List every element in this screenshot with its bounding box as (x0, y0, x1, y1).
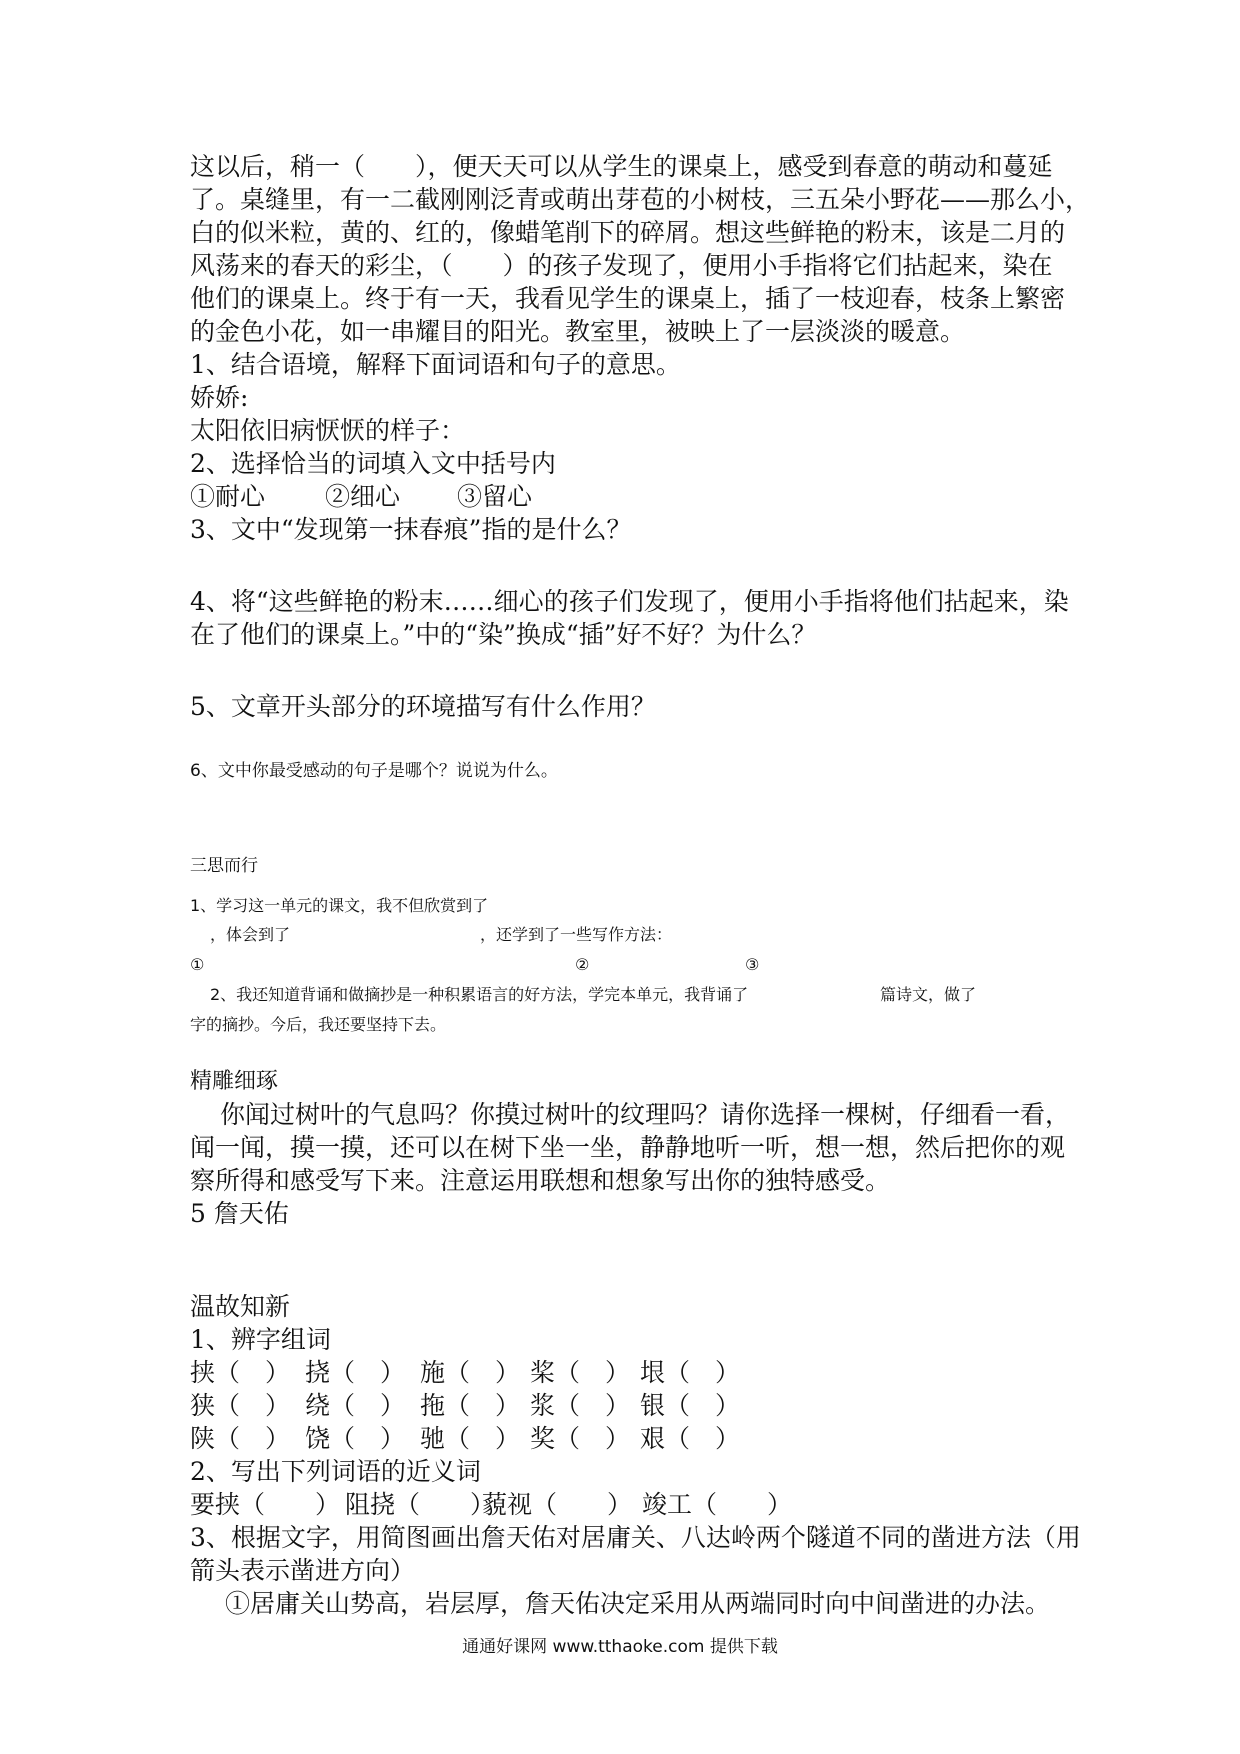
sansi-text: 2、我还知道背诵和做摘抄是一种积累语言的好方法，学完本单元，我背诵了 (210, 985, 749, 1004)
question-4-line: 4、将“这些鲜艳的粉末……细心的孩子们发现了，便用小手指将他们拈起来，染 (190, 587, 1069, 616)
page-footer: 通通好课网 www.tthaoke.com 提供下载 (462, 1637, 778, 1657)
sansi-text: 篇诗文，做了 (880, 985, 977, 1004)
sansi-line: 字的摘抄。今后，我还要坚持下去。 (190, 1015, 447, 1034)
char-cell: 艰（ ） (640, 1424, 741, 1453)
char-cell: 挟（ ） (190, 1358, 291, 1387)
sansi-text: ，体会到了 (210, 925, 291, 944)
passage-line: 了。桌缝里，有一二截刚刚泛青或萌出芽苞的小树枝，三五朵小野花——那么小， (190, 185, 1091, 214)
question-3: 3、文中“发现第一抹春痕”指的是什么？ (190, 515, 632, 544)
question-5: 5、文章开头部分的环境描写有什么作用？ (190, 692, 656, 721)
lesson-title: 5 詹天佑 (190, 1199, 289, 1228)
section-title: 温故知新 (190, 1292, 291, 1321)
passage-line: 这以后，稍一（ ），便天天可以从学生的课桌上，感受到春意的萌动和蔓延 (190, 152, 1053, 181)
writing-prompt-line: 闻一闻，摸一摸，还可以在树下坐一坐，静静地听一听，想一想，然后把你的观 (190, 1133, 1066, 1162)
writing-prompt-line: 察所得和感受写下来。注意运用联想和想象写出你的独特感受。 (190, 1166, 891, 1195)
char-cell: 垠（ ） (640, 1358, 741, 1387)
synonym-item: 藐视（ ） (482, 1490, 633, 1519)
passage-line: 他们的课桌上。终于有一天，我看见学生的课桌上，插了一枝迎春，枝条上繁密 (190, 284, 1066, 313)
wengu-question-3-line: 箭头表示凿进方向） (190, 1556, 416, 1585)
wengu-question-1: 1、辨字组词 (190, 1325, 331, 1354)
sansi-line: 1、学习这一单元的课文，我不但欣赏到了 (190, 896, 489, 915)
char-cell: 绕（ ） (305, 1391, 406, 1420)
passage-line: 白的似米粒，黄的、红的，像蜡笔削下的碎屑。想这些鲜艳的粉末，该是二月的 (190, 218, 1066, 247)
circle-1: ① (190, 955, 205, 974)
char-cell: 奖（ ） (530, 1424, 631, 1453)
wengu-question-2: 2、写出下列词语的近义词 (190, 1457, 481, 1486)
question-1-item-a: 娇娇: (190, 383, 249, 412)
question-1-item-b: 太阳依旧病恹恹的样子： (190, 416, 466, 445)
char-cell: 驰（ ） (420, 1424, 521, 1453)
option-2: ②细心 (325, 482, 401, 511)
section-title: 三思而行 (190, 856, 258, 876)
writing-prompt-line: 你闻过树叶的气息吗？你摸过树叶的纹理吗？请你选择一棵树，仔细看一看， (220, 1100, 1071, 1129)
option-1: ①耐心 (190, 482, 266, 511)
char-cell: 拖（ ） (420, 1391, 521, 1420)
question-6: 6、文中你最受感动的句子是哪个？说说为什么。 (190, 761, 558, 781)
char-cell: 陕（ ） (190, 1424, 291, 1453)
char-cell: 银（ ） (640, 1391, 741, 1420)
section-title: 精雕细琢 (190, 1069, 279, 1094)
char-cell: 桨（ ） (530, 1358, 631, 1387)
circle-3: ③ (745, 955, 760, 974)
circle-2: ② (575, 955, 590, 974)
question-1: 1、结合语境，解释下面词语和句子的意思。 (190, 350, 681, 379)
char-cell: 浆（ ） (530, 1391, 631, 1420)
synonym-item: 竣工（ ） (642, 1490, 793, 1519)
passage-line: 的金色小花，如一串耀目的阳光。教室里，被映上了一层淡淡的暖意。 (190, 317, 966, 346)
question-2: 2、选择恰当的词填入文中括号内 (190, 449, 556, 478)
sansi-text: ，还学到了一些写作方法： (480, 925, 673, 944)
char-cell: 挠（ ） (305, 1358, 406, 1387)
char-cell: 狭（ ） (190, 1391, 291, 1420)
synonym-item: 要挟（ ） (190, 1490, 341, 1519)
passage-line: 风荡来的春天的彩尘，（ ）的孩子发现了，便用小手指将它们拈起来，染在 (190, 251, 1053, 280)
wengu-question-3-line: 3、根据文字，用简图画出詹天佑对居庸关、八达岭两个隧道不同的凿进方法（用 (190, 1523, 1081, 1552)
char-cell: 施（ ） (420, 1358, 521, 1387)
option-3: ③留心 (457, 482, 533, 511)
synonym-item: 阻挠（ ） (345, 1490, 496, 1519)
char-cell: 饶（ ） (305, 1424, 406, 1453)
wengu-question-3-item: ①居庸关山势高，岩层厚，詹天佑决定采用从两端同时向中间凿进的办法。 (225, 1589, 1051, 1618)
question-4-line: 在了他们的课桌上。”中的“染”换成“插”好不好？为什么？ (190, 620, 817, 649)
